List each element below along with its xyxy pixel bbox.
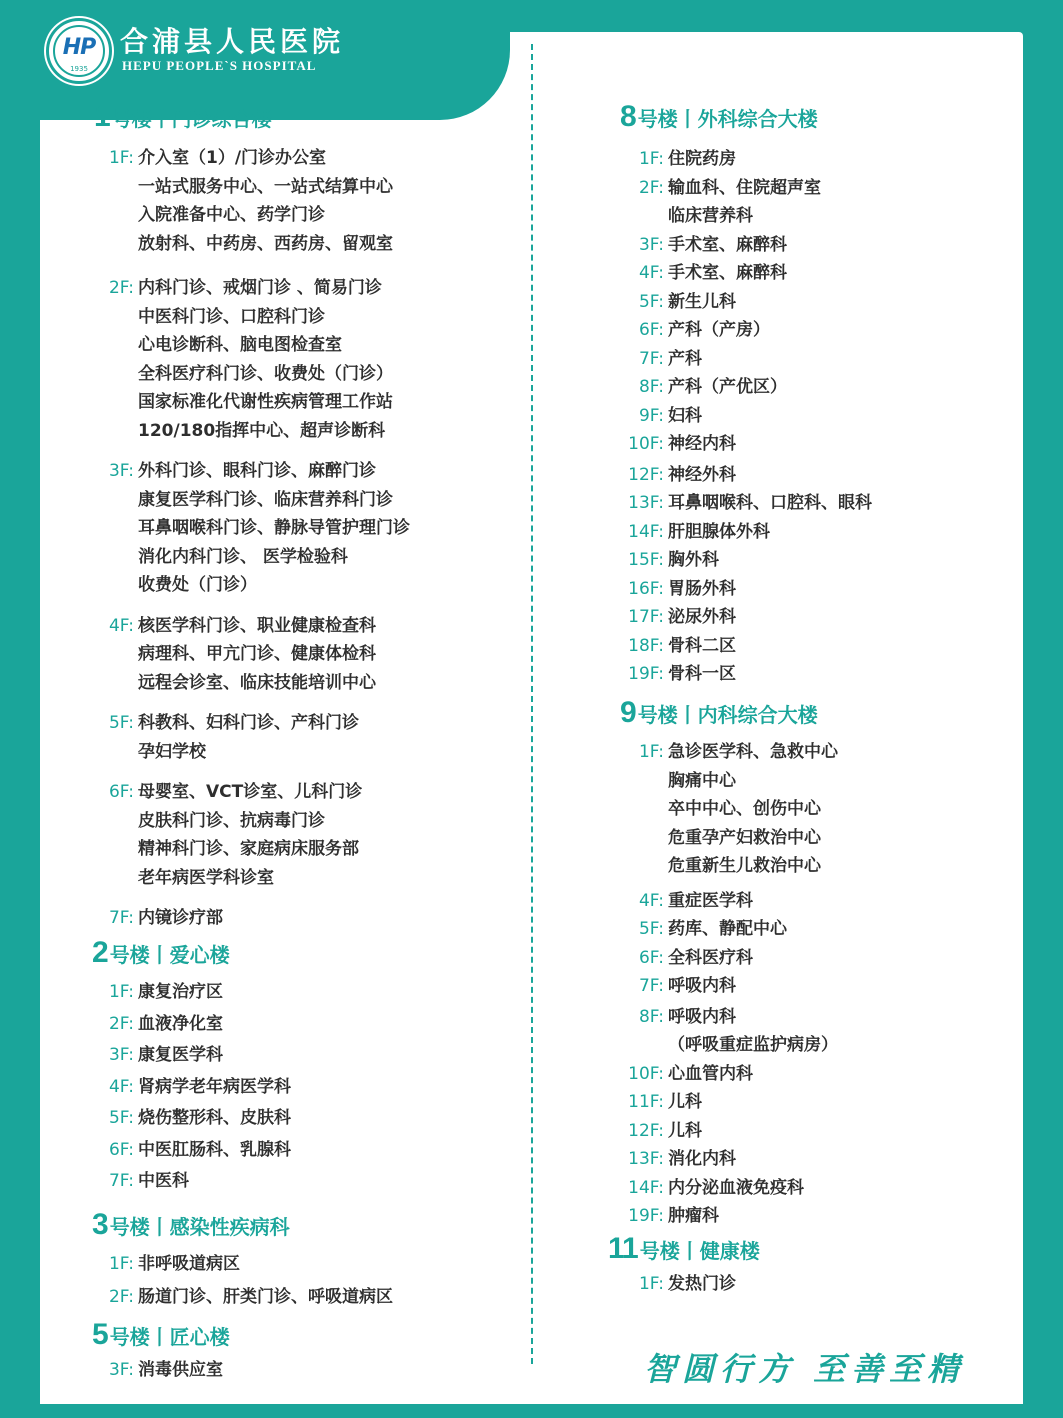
- floor-entry: [108, 1250, 393, 1279]
- floor-label: 1F:: [638, 149, 664, 169]
- floor-entry: [638, 402, 872, 431]
- floor-entry: [108, 1104, 291, 1133]
- floor-label: 6F:: [638, 947, 664, 968]
- floor-label: 7F:: [638, 348, 664, 369]
- floor-entry: [638, 944, 838, 973]
- hospital-name-cn: 合浦县人民医院: [120, 25, 345, 58]
- floor-row: [638, 1270, 736, 1299]
- department-list: 产科（产房）: [668, 320, 770, 340]
- department-list: 胃肠外科: [668, 578, 736, 599]
- floor-label: 9F:: [638, 405, 664, 426]
- floor-row: [138, 640, 410, 669]
- floor-entry: [628, 1174, 838, 1203]
- floor-row: [138, 738, 410, 767]
- building-2-title: [92, 936, 230, 970]
- floor-entry: [638, 345, 872, 374]
- department-list: 一站式服务中心、一站式结算中心: [138, 176, 393, 197]
- department-list: 内镜诊疗部: [138, 908, 223, 928]
- floor-row: [108, 1136, 291, 1165]
- floor-row: [628, 660, 872, 689]
- building-name: 号楼丨匠心楼: [109, 1325, 230, 1349]
- department-list: 发热门诊: [668, 1274, 736, 1294]
- floor-label: 14F:: [628, 521, 664, 542]
- building-3-floors: [108, 1250, 393, 1311]
- floor-row: [628, 1060, 838, 1089]
- department-list: 临床营养科: [668, 206, 753, 226]
- floor-entry: [108, 1167, 291, 1196]
- floor-row: [638, 145, 872, 174]
- floor-row: [108, 457, 410, 486]
- floor-label: 5F:: [638, 919, 664, 939]
- floor-label: 2F:: [108, 278, 134, 298]
- floor-entry: [628, 1060, 838, 1089]
- floor-row: [108, 1104, 291, 1133]
- floor-row: [668, 824, 838, 853]
- floor-row: [628, 1202, 838, 1231]
- floor-label: 1F:: [108, 982, 134, 1002]
- department-list: 母婴室、VCT诊室、儿科门诊: [138, 782, 363, 802]
- department-list: 儿科: [668, 1092, 702, 1112]
- floor-label: 17F:: [628, 607, 664, 627]
- floor-entry: [638, 373, 872, 402]
- floor-entry: [638, 145, 872, 174]
- floor-row: [108, 778, 410, 807]
- floor-entry: [108, 904, 410, 933]
- department-list: 心血管内科: [668, 1063, 753, 1084]
- building-2-section: [92, 936, 230, 970]
- floor-label: 7F:: [108, 1171, 134, 1191]
- floor-label: 5F:: [108, 1108, 134, 1128]
- floor-label: 12F:: [628, 464, 664, 485]
- floor-entry: [628, 632, 872, 661]
- floor-label: 4F:: [638, 263, 664, 283]
- floor-entry: [638, 316, 872, 345]
- floor-row: [638, 174, 872, 203]
- floor-row: [138, 486, 410, 515]
- building-1-floors: [108, 144, 410, 933]
- department-list: 精神科门诊、家庭病床服务部: [138, 839, 359, 859]
- department-list: 远程会诊室、临床技能培训中心: [138, 672, 376, 693]
- floor-entry: [108, 457, 410, 600]
- floor-entry: [108, 1041, 291, 1070]
- floor-label: 7F:: [638, 976, 664, 996]
- department-list: 心电诊断科、脑电图检查室: [138, 335, 342, 355]
- department-list: 神经外科: [668, 464, 736, 485]
- department-list: 老年病医学科诊室: [138, 867, 274, 888]
- floor-row: [138, 331, 410, 360]
- department-list: 非呼吸道病区: [138, 1254, 240, 1274]
- floor-label: 14F:: [628, 1177, 664, 1198]
- department-list: 消化内科门诊、 医学检验科: [138, 546, 348, 567]
- floor-entry: [108, 709, 410, 766]
- floor-row: [138, 571, 410, 600]
- floor-row: [138, 807, 410, 836]
- hospital-logo: [46, 18, 112, 84]
- floor-entry: [628, 603, 872, 632]
- department-list: 妇科: [668, 405, 702, 426]
- building-name: 号楼丨感染性疾病科: [109, 1215, 290, 1239]
- logo-monogram: HP: [62, 35, 96, 60]
- floor-label: 18F:: [628, 635, 664, 656]
- department-list: 耳鼻咽喉科门诊、静脉导管护理门诊: [138, 518, 410, 538]
- floor-row: [638, 972, 838, 1001]
- building-name: 号楼丨门诊综合楼: [111, 107, 272, 131]
- building-number: 3: [92, 1208, 108, 1241]
- floor-label: 8F:: [638, 377, 664, 397]
- building-5-floors: [108, 1356, 223, 1385]
- department-list: 呼吸内科: [668, 976, 736, 996]
- floor-label: 5F:: [638, 291, 664, 312]
- floor-row: [108, 612, 410, 641]
- department-list: 120/180指挥中心、超声诊断科: [138, 420, 386, 441]
- floor-entry: [628, 461, 872, 490]
- logo-year: 1935: [70, 65, 88, 73]
- floor-label: 13F:: [628, 1149, 664, 1169]
- floor-label: 3F:: [108, 1045, 134, 1065]
- floor-entry: [628, 1088, 838, 1117]
- department-list: 耳鼻咽喉科、口腔科、眼科: [668, 493, 872, 513]
- floor-row: [138, 388, 410, 417]
- floor-row: [628, 489, 872, 518]
- building-name: 号楼丨外科综合大楼: [637, 107, 818, 131]
- floor-row: [638, 887, 838, 916]
- floor-label: 8F:: [638, 1006, 664, 1027]
- floor-row: [108, 1283, 393, 1312]
- floor-label: 13F:: [628, 493, 664, 513]
- department-list: 产科: [668, 348, 702, 369]
- floor-row: [638, 373, 872, 402]
- department-list: 危重新生儿救治中心: [668, 856, 821, 876]
- floor-row: [628, 575, 872, 604]
- floor-row: [138, 417, 410, 446]
- floor-row: [668, 1031, 838, 1060]
- floor-entry: [628, 660, 872, 689]
- department-list: 入院准备中心、药学门诊: [138, 205, 325, 225]
- department-list: 康复医学科: [138, 1045, 223, 1065]
- department-list: 泌尿外科: [668, 607, 736, 627]
- building-9-floors: [628, 738, 838, 1231]
- floor-label: 6F:: [108, 782, 134, 802]
- floor-row: [108, 709, 410, 738]
- department-list: 中医科门诊、口腔科门诊: [138, 306, 325, 327]
- floor-row: [638, 345, 872, 374]
- building-number: 9: [620, 696, 636, 729]
- department-list: 收费处（门诊）: [138, 575, 257, 595]
- department-list: 消毒供应室: [138, 1360, 223, 1380]
- department-list: 孕妇学校: [138, 741, 206, 762]
- floor-entry: [638, 738, 838, 881]
- department-list: 手术室、麻醉科: [668, 234, 787, 255]
- floor-entry: [108, 778, 410, 892]
- floor-label: 2F:: [108, 1013, 134, 1034]
- floor-row: [628, 518, 872, 547]
- department-list: 肝胆腺体外科: [668, 521, 770, 542]
- department-list: 急诊医学科、急救中心: [668, 742, 838, 762]
- floor-entry: [638, 288, 872, 317]
- department-list: 中医科: [138, 1171, 189, 1191]
- floor-row: [628, 632, 872, 661]
- department-list: 儿科: [668, 1120, 702, 1141]
- floor-row: [668, 795, 838, 824]
- floor-label: 2F:: [638, 177, 664, 198]
- floor-row: [108, 1167, 291, 1196]
- building-8-floors: [628, 145, 872, 689]
- building-11-section: [608, 1232, 760, 1266]
- floor-row: [638, 1003, 838, 1032]
- building-number: 11: [608, 1232, 638, 1265]
- building-5-title: [92, 1318, 230, 1352]
- floor-entry: [638, 915, 838, 944]
- floor-label: 19F:: [628, 1206, 664, 1226]
- floor-row: [138, 864, 410, 893]
- floor-row: [638, 402, 872, 431]
- floor-entry: [638, 887, 838, 916]
- building-number: 2: [92, 936, 108, 969]
- floor-row: [638, 288, 872, 317]
- floor-entry: [108, 1010, 291, 1039]
- floor-label: 5F:: [108, 713, 134, 733]
- floor-row: [138, 669, 410, 698]
- floor-entry: [108, 144, 410, 258]
- floor-entry: [638, 174, 872, 231]
- floor-row: [628, 461, 872, 490]
- floor-entry: [108, 274, 410, 445]
- department-list: 胸外科: [668, 550, 719, 570]
- floor-entry: [628, 546, 872, 575]
- floor-row: [638, 915, 838, 944]
- department-list: 核医学科门诊、职业健康检查科: [138, 615, 376, 636]
- building-11-title: [608, 1232, 760, 1266]
- floor-label: 6F:: [108, 1139, 134, 1160]
- department-list: 介入室（1）/门诊办公室: [138, 148, 327, 168]
- department-list: 中医肛肠科、乳腺科: [138, 1139, 291, 1160]
- floor-label: 3F:: [108, 1360, 134, 1380]
- floor-row: [108, 1010, 291, 1039]
- floor-entry: [108, 1356, 223, 1385]
- floor-row: [108, 1250, 393, 1279]
- floor-entry: [638, 972, 838, 1001]
- department-list: 新生儿科: [668, 291, 736, 312]
- floor-row: [638, 316, 872, 345]
- department-list: 外科门诊、眼科门诊、麻醉门诊: [138, 461, 376, 481]
- floor-label: 6F:: [638, 320, 664, 340]
- floor-label: 4F:: [638, 890, 664, 911]
- floor-label: 7F:: [108, 908, 134, 928]
- department-list: 骨科一区: [668, 664, 736, 684]
- floor-label: 1F:: [638, 1274, 664, 1294]
- building-1-section: [94, 100, 272, 134]
- floor-row: [108, 144, 410, 173]
- floor-row: [628, 430, 872, 459]
- department-list: 全科医疗科门诊、收费处（门诊）: [138, 363, 393, 384]
- floor-row: [668, 202, 872, 231]
- column-divider: [531, 44, 533, 1364]
- floor-row: [668, 767, 838, 796]
- department-list: 胸痛中心: [668, 770, 736, 791]
- floor-row: [638, 231, 872, 260]
- floor-entry: [638, 1003, 838, 1060]
- floor-label: 11F:: [628, 1092, 664, 1112]
- department-list: 消化内科: [668, 1149, 736, 1169]
- building-name: 号楼丨内科综合大楼: [637, 703, 818, 727]
- floor-row: [108, 274, 410, 303]
- department-list: 危重孕产妇救治中心: [668, 827, 821, 848]
- building-8-section: [620, 100, 818, 134]
- hospital-name-en: HEPU PEOPLE`S HOSPITAL: [122, 58, 317, 73]
- department-list: 神经内科: [668, 434, 736, 454]
- floor-label: 4F:: [108, 615, 134, 636]
- floor-label: 3F:: [638, 234, 664, 255]
- floor-entry: [628, 1145, 838, 1174]
- department-list: 病理科、甲亢门诊、健康体检科: [138, 644, 376, 664]
- department-list: 内分泌血液免疫科: [668, 1177, 804, 1198]
- building-3-title: [92, 1208, 290, 1242]
- department-list: 烧伤整形科、皮肤科: [138, 1108, 291, 1128]
- building-9-title: [620, 696, 818, 730]
- building-name: 号楼丨健康楼: [639, 1239, 760, 1263]
- floor-label: 16F:: [628, 578, 664, 599]
- building-number: 5: [92, 1318, 108, 1351]
- building-3-section: [92, 1208, 290, 1242]
- department-list: 手术室、麻醉科: [668, 263, 787, 283]
- floor-entry: [108, 1283, 393, 1312]
- building-5-section: [92, 1318, 230, 1352]
- floor-label: 10F:: [628, 434, 664, 454]
- floor-row: [628, 1145, 838, 1174]
- department-list: 输血科、住院超声室: [668, 177, 821, 198]
- department-list: 肠道门诊、肝类门诊、呼吸道病区: [138, 1286, 393, 1307]
- department-list: 血液净化室: [138, 1013, 223, 1034]
- department-list: 放射科、中药房、西药房、留观室: [138, 233, 393, 254]
- department-list: 康复治疗区: [138, 982, 223, 1002]
- floor-entry: [638, 259, 872, 288]
- department-list: 产科（产优区）: [668, 377, 787, 397]
- floor-entry: [628, 518, 872, 547]
- building-2-floors: [108, 978, 291, 1196]
- building-1-title: [94, 100, 272, 134]
- floor-entry: [628, 575, 872, 604]
- floor-row: [138, 514, 410, 543]
- department-list: 内科门诊、戒烟门诊 、简易门诊: [138, 278, 382, 298]
- floor-entry: [108, 1136, 291, 1165]
- building-number: 1: [94, 100, 110, 133]
- floor-row: [628, 603, 872, 632]
- floor-row: [108, 1356, 223, 1385]
- floor-entry: [108, 1073, 291, 1102]
- floor-entry: [638, 231, 872, 260]
- floor-entry: [628, 1117, 838, 1146]
- floor-entry: [108, 978, 291, 1007]
- floor-row: [138, 360, 410, 389]
- department-list: （呼吸重症监护病房）: [668, 1035, 838, 1055]
- department-list: 科教科、妇科门诊、产科门诊: [138, 713, 359, 733]
- department-list: 皮肤科门诊、抗病毒门诊: [138, 810, 325, 831]
- floor-row: [628, 546, 872, 575]
- floor-row: [668, 852, 838, 881]
- floor-label: 12F:: [628, 1120, 664, 1141]
- hospital-slogan: 智圆行方 至善至精: [644, 1350, 966, 1388]
- floor-row: [108, 1073, 291, 1102]
- floor-row: [638, 944, 838, 973]
- building-11-floors: [638, 1270, 736, 1299]
- floor-label: 4F:: [108, 1076, 134, 1097]
- department-list: 住院药房: [668, 149, 736, 169]
- floor-row: [138, 201, 410, 230]
- building-name: 号楼丨爱心楼: [109, 943, 230, 967]
- department-list: 卒中中心、创伤中心: [668, 799, 821, 819]
- department-list: 康复医学科门诊、临床营养科门诊: [138, 489, 393, 510]
- department-list: 肿瘤科: [668, 1206, 719, 1226]
- floor-row: [138, 230, 410, 259]
- floor-label: 19F:: [628, 664, 664, 684]
- floor-entry: [628, 430, 872, 459]
- floor-row: [638, 259, 872, 288]
- floor-row: [108, 1041, 291, 1070]
- floor-entry: [638, 1270, 736, 1299]
- department-list: 药库、静配中心: [668, 919, 787, 939]
- floor-label: 1F:: [108, 1254, 134, 1274]
- floor-row: [628, 1117, 838, 1146]
- floor-row: [108, 978, 291, 1007]
- department-list: 呼吸内科: [668, 1006, 736, 1027]
- department-list: 国家标准化代谢性疾病管理工作站: [138, 392, 393, 412]
- floor-label: 3F:: [108, 461, 134, 481]
- floor-label: 15F:: [628, 550, 664, 570]
- floor-row: [638, 738, 838, 767]
- floor-label: 1F:: [108, 148, 134, 168]
- building-8-title: [620, 100, 818, 134]
- department-list: 重症医学科: [668, 890, 753, 911]
- building-number: 8: [620, 100, 636, 133]
- floor-row: [138, 543, 410, 572]
- department-list: 骨科二区: [668, 635, 736, 656]
- floor-label: 1F:: [638, 742, 664, 762]
- floor-row: [628, 1088, 838, 1117]
- floor-row: [138, 303, 410, 332]
- floor-label: 2F:: [108, 1286, 134, 1307]
- floor-entry: [628, 1202, 838, 1231]
- floor-entry: [628, 489, 872, 518]
- floor-row: [108, 904, 410, 933]
- floor-entry: [108, 612, 410, 698]
- floor-row: [138, 835, 410, 864]
- floor-row: [628, 1174, 838, 1203]
- building-9-section: [620, 696, 818, 730]
- floor-label: 10F:: [628, 1063, 664, 1084]
- department-list: 肾病学老年病医学科: [138, 1076, 291, 1097]
- department-list: 全科医疗科: [668, 947, 753, 968]
- floor-row: [138, 173, 410, 202]
